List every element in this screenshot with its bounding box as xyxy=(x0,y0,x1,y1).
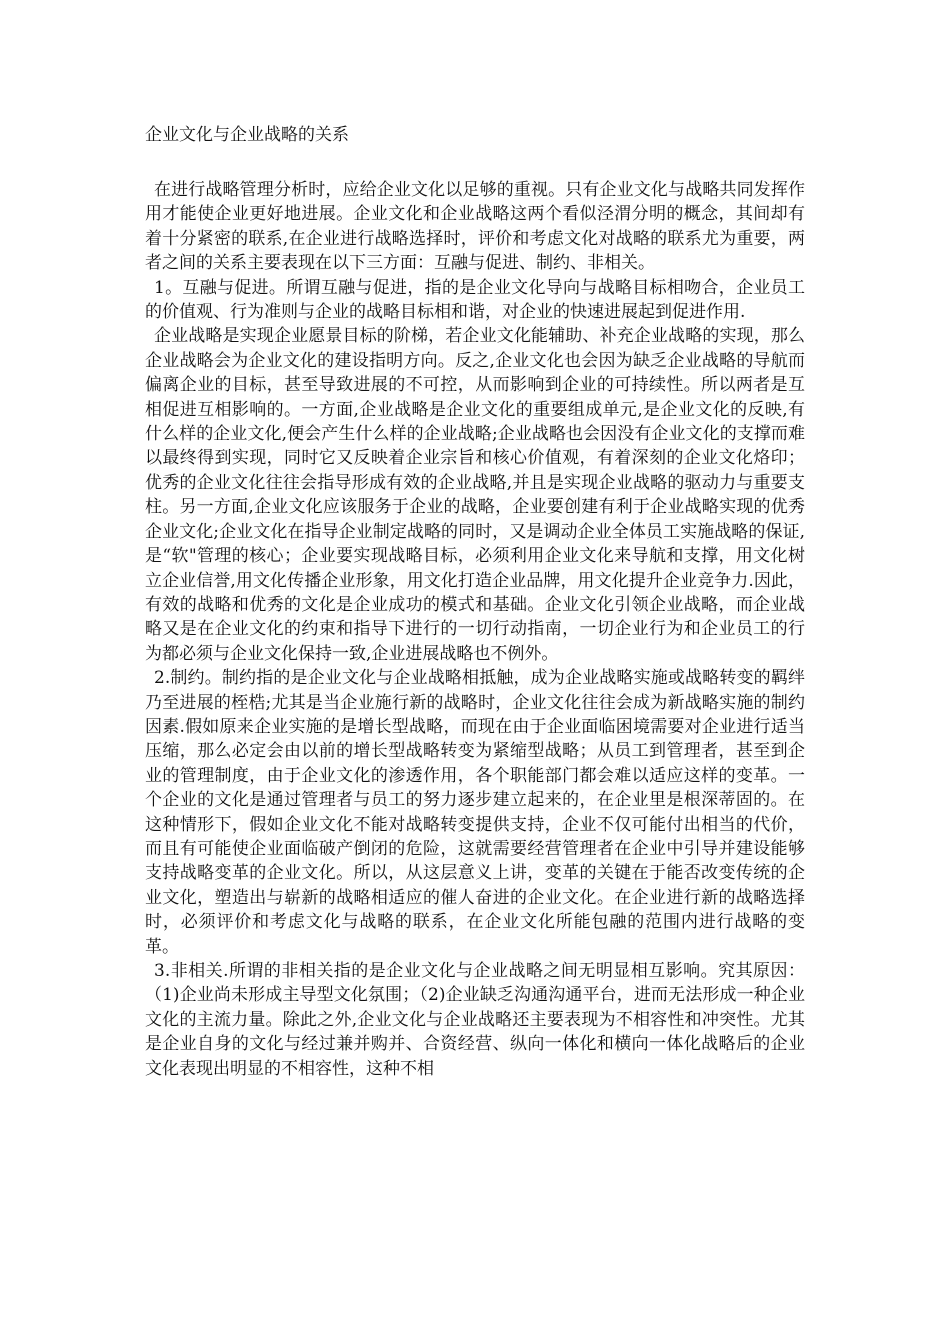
paragraph-integration: 1。互融与促进。所谓互融与促进，指的是企业文化导向与战略目标相吻合，企业员工的价值观、行为准则与企业的战略目标相和谐，对企业的快速进展起到促进作用. xyxy=(145,277,805,323)
document-title: 企业文化与企业战略的关系 xyxy=(145,125,349,145)
document-body xyxy=(145,178,805,1081)
paragraph-unrelated: 3.非相关.所谓的非相关指的是企业文化与企业战略之间无明显相互影响。究其原因：（1)企业尚未形成主导型文化氛围；（2)企业缺乏沟通沟通平台，进而无法形成一种企业文化的主流力量。除此之外,企业文化与企业战略还主要表现为不相容性和冲突性。尤其是企业自身的文化与经过兼并购并、合资经营、纵向一体化和横向一体化战略后的企业文化表现出明显的不相容性，这种不相 xyxy=(145,961,805,1079)
paragraph-intro: 在进行战略管理分析时，应给企业文化以足够的重视。只有企业文化与战略共同发挥作用才能使企业更好地进展。企业文化和企业战略这两个看似泾渭分明的概念，其间却有着十分紧密的联系,在企业进行战略选择时，评价和考虑文化对战略的联系尤为重要，两者之间的关系主要表现在以下三方面：互融与促进、制约、非相关。 xyxy=(145,180,805,274)
paragraph-strategy-culture: 企业战略是实现企业愿景目标的阶梯，若企业文化能辅助、补充企业战略的实现，那么企业战略会为企业文化的建设指明方向。反之,企业文化也会因为缺乏企业战略的导航而偏离企业的目标，甚至导致进展的不可控，从而影响到企业的可持续性。所以两者是互相促进互相影响的。一方面,企业战略是企业文化的重要组成单元,是企业文化的反映,有什么样的企业文化,便会产生什么样的企业战略;企业战略也会因没有企业文化的支撑而难以最终得到实现，同时它又反映着企业宗旨和核心价值观，有着深刻的企业文化烙印；优秀的企业文化往往会指导形成有效的企业战略,并且是实现企业战略的驱动力与重要支柱。另一方面,企业文化应该服务于企业的战略，企业要创建有利于企业战略实现的优秀企业文化;企业文化在指导企业制定战略的同时，又是调动企业全体员工实施战略的保证,是“软"管理的核心；企业要实现战略目标，必须利用企业文化来导航和支撑，用文化树立企业信誉,用文化传播企业形象，用文化打造企业品牌，用文化提升企业竞争力.因此，有效的战略和优秀的文化是企业成功的模式和基础。企业文化引领企业战略，而企业战略又是在企业文化的约束和指导下进行的一切行动指南，一切企业行为和企业员工的行为都必须与企业文化保持一致,企业进展战略也不例外。 xyxy=(145,326,805,664)
paragraph-constraint: 2.制约。制约指的是企业文化与企业战略相抵触，成为企业战略实施或战略转变的羁绊乃至进展的桎梏;尤其是当企业施行新的战略时，企业文化往往会成为新战略实施的制约因素.假如原来企业实施的是增长型战略，而现在由于企业面临困境需要对企业进行适当压缩，那么必定会由以前的增长型战略转变为紧缩型战略；从员工到管理者，甚至到企业的管理制度，由于企业文化的渗透作用，各个职能部门都会难以适应这样的变革。一个企业的文化是通过管理者与员工的努力逐步建立起来的，在企业里是根深蒂固的。在这种情形下，假如企业文化不能对战略转变提供支持，企业不仅可能付出相当的代价，而且有可能使企业面临破产倒闭的危险，这就需要经营管理者在企业中引导并建设能够支持战略变革的企业文化。所以，从这层意义上讲，变革的关键在于能否改变传统的企业文化，塑造出与崭新的战略相适应的催人奋进的企业文化。在企业进行新的战略选择时，必须评价和考虑文化与战略的联系，在企业文化所能包融的范围内进行战略的变革。 xyxy=(145,668,805,957)
